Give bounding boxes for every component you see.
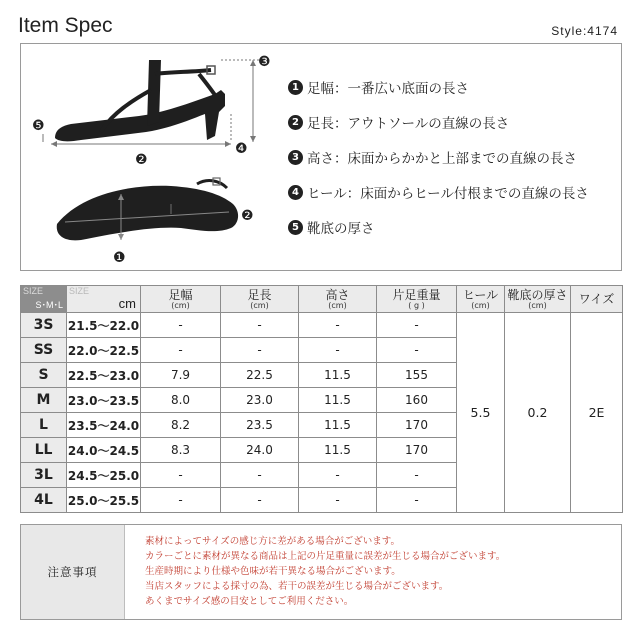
column-header-height: 高さ (cm) bbox=[299, 286, 377, 313]
style-code: Style:4174 bbox=[551, 24, 618, 38]
length-cell: - bbox=[221, 338, 299, 363]
width-cell: - bbox=[141, 463, 221, 488]
height-cell: - bbox=[299, 313, 377, 338]
spec-number: 5 bbox=[288, 220, 303, 235]
width-cell: - bbox=[141, 338, 221, 363]
length-cell: 24.0 bbox=[221, 438, 299, 463]
size-table bbox=[20, 285, 623, 513]
height-cell: - bbox=[299, 488, 377, 513]
length-cell: - bbox=[221, 463, 299, 488]
note-line: 素材によってサイズの感じ方に差がある場合がございます。 bbox=[145, 536, 400, 547]
size-cell: S bbox=[21, 363, 67, 388]
weight-cell: 155 bbox=[377, 363, 457, 388]
weight-cell: - bbox=[377, 313, 457, 338]
note-line: あくまでサイズ感の目安としてご利用ください。 bbox=[145, 596, 354, 607]
shoe-illustration bbox=[21, 44, 301, 272]
spec-item-4 bbox=[288, 182, 589, 202]
spec-item-2 bbox=[288, 112, 509, 132]
range-cell: 22.5～23.0 bbox=[67, 363, 141, 388]
length-cell: - bbox=[221, 313, 299, 338]
range-cell: 24.5～25.0 bbox=[67, 463, 141, 488]
note-line: カラーごとに素材が異なる商品は上記の片足重量に誤差が生じる場合がございます。 bbox=[145, 551, 506, 562]
spec-text: 高さ：床面からかかと上部までの直線の長さ bbox=[307, 151, 577, 167]
notes-box bbox=[20, 524, 622, 620]
table-header-row bbox=[21, 286, 623, 313]
marker-5: ❺ bbox=[32, 118, 45, 134]
weight-cell: - bbox=[377, 338, 457, 363]
notes-body bbox=[125, 525, 621, 619]
page-title: Item Spec bbox=[18, 14, 113, 37]
range-cell: 21.5～22.0 bbox=[67, 313, 141, 338]
column-header-wise: ワイズ bbox=[571, 286, 623, 313]
range-header: SIZE cm bbox=[67, 286, 141, 313]
heel-cell: 5.5 bbox=[457, 313, 505, 513]
spec-item-5 bbox=[288, 217, 375, 237]
range-cell: 25.0～25.5 bbox=[67, 488, 141, 513]
range-cell: 24.0～24.5 bbox=[67, 438, 141, 463]
column-header-sole: 靴底の厚さ (cm) bbox=[505, 286, 571, 313]
column-header-length: 足長 (cm) bbox=[221, 286, 299, 313]
marker-1-sole: ❶ bbox=[113, 250, 126, 266]
column-header-weight: 片足重量 ( g ) bbox=[377, 286, 457, 313]
shoe-sole-view bbox=[57, 178, 238, 240]
width-cell: 7.9 bbox=[141, 363, 221, 388]
column-header-heel: ヒール (cm) bbox=[457, 286, 505, 313]
note-line: 生産時期により仕様や色味が若干異なる場合がございます。 bbox=[145, 566, 401, 577]
weight-cell: - bbox=[377, 463, 457, 488]
spec-item-3 bbox=[288, 147, 577, 167]
size-cell: 4L bbox=[21, 488, 67, 513]
height-cell: 11.5 bbox=[299, 388, 377, 413]
weight-cell: 170 bbox=[377, 413, 457, 438]
spec-box bbox=[20, 43, 622, 271]
range-cell: 23.0～23.5 bbox=[67, 388, 141, 413]
size-header: SIZE S･M･L bbox=[21, 286, 67, 313]
spec-item-1 bbox=[288, 77, 469, 97]
spec-text: 靴底の厚さ bbox=[307, 221, 375, 237]
size-cell: LL bbox=[21, 438, 67, 463]
note-line: 当店スタッフによる採寸の為、若干の誤差が生じる場合がございます。 bbox=[145, 581, 449, 592]
size-cell: SS bbox=[21, 338, 67, 363]
notes-label: 注意事項 bbox=[21, 525, 125, 619]
height-cell: - bbox=[299, 463, 377, 488]
width-cell: 8.3 bbox=[141, 438, 221, 463]
length-cell: - bbox=[221, 488, 299, 513]
height-cell: 11.5 bbox=[299, 413, 377, 438]
size-cell: 3S bbox=[21, 313, 67, 338]
size-cell: M bbox=[21, 388, 67, 413]
weight-cell: 170 bbox=[377, 438, 457, 463]
spec-text: 足長：アウトソールの直線の長さ bbox=[307, 116, 510, 132]
shoe-side-view bbox=[55, 60, 225, 141]
height-cell: 11.5 bbox=[299, 438, 377, 463]
marker-4: ❹ bbox=[235, 141, 248, 157]
marker-2-sole: ❷ bbox=[241, 208, 254, 224]
width-cell: 8.2 bbox=[141, 413, 221, 438]
width-cell: - bbox=[141, 313, 221, 338]
length-cell: 22.5 bbox=[221, 363, 299, 388]
spec-number: 1 bbox=[288, 80, 303, 95]
column-header-width: 足幅 (cm) bbox=[141, 286, 221, 313]
marker-2-side: ❷ bbox=[135, 152, 148, 168]
length-cell: 23.5 bbox=[221, 413, 299, 438]
length-cell: 23.0 bbox=[221, 388, 299, 413]
marker-3: ❸ bbox=[258, 54, 271, 70]
table-row bbox=[21, 313, 623, 338]
weight-cell: - bbox=[377, 488, 457, 513]
range-cell: 23.5～24.0 bbox=[67, 413, 141, 438]
sole-cell: 0.2 bbox=[505, 313, 571, 513]
weight-cell: 160 bbox=[377, 388, 457, 413]
height-cell: 11.5 bbox=[299, 363, 377, 388]
spec-number: 2 bbox=[288, 115, 303, 130]
size-cell: 3L bbox=[21, 463, 67, 488]
spec-number: 4 bbox=[288, 185, 303, 200]
width-cell: 8.0 bbox=[141, 388, 221, 413]
range-cell: 22.0～22.5 bbox=[67, 338, 141, 363]
width-cell: - bbox=[141, 488, 221, 513]
spec-number: 3 bbox=[288, 150, 303, 165]
size-cell: L bbox=[21, 413, 67, 438]
height-cell: - bbox=[299, 338, 377, 363]
spec-text: 足幅：一番広い底面の長さ bbox=[307, 81, 469, 97]
spec-text: ヒール：床面からヒール付根までの直線の長さ bbox=[307, 186, 589, 202]
wise-cell: 2E bbox=[571, 313, 623, 513]
